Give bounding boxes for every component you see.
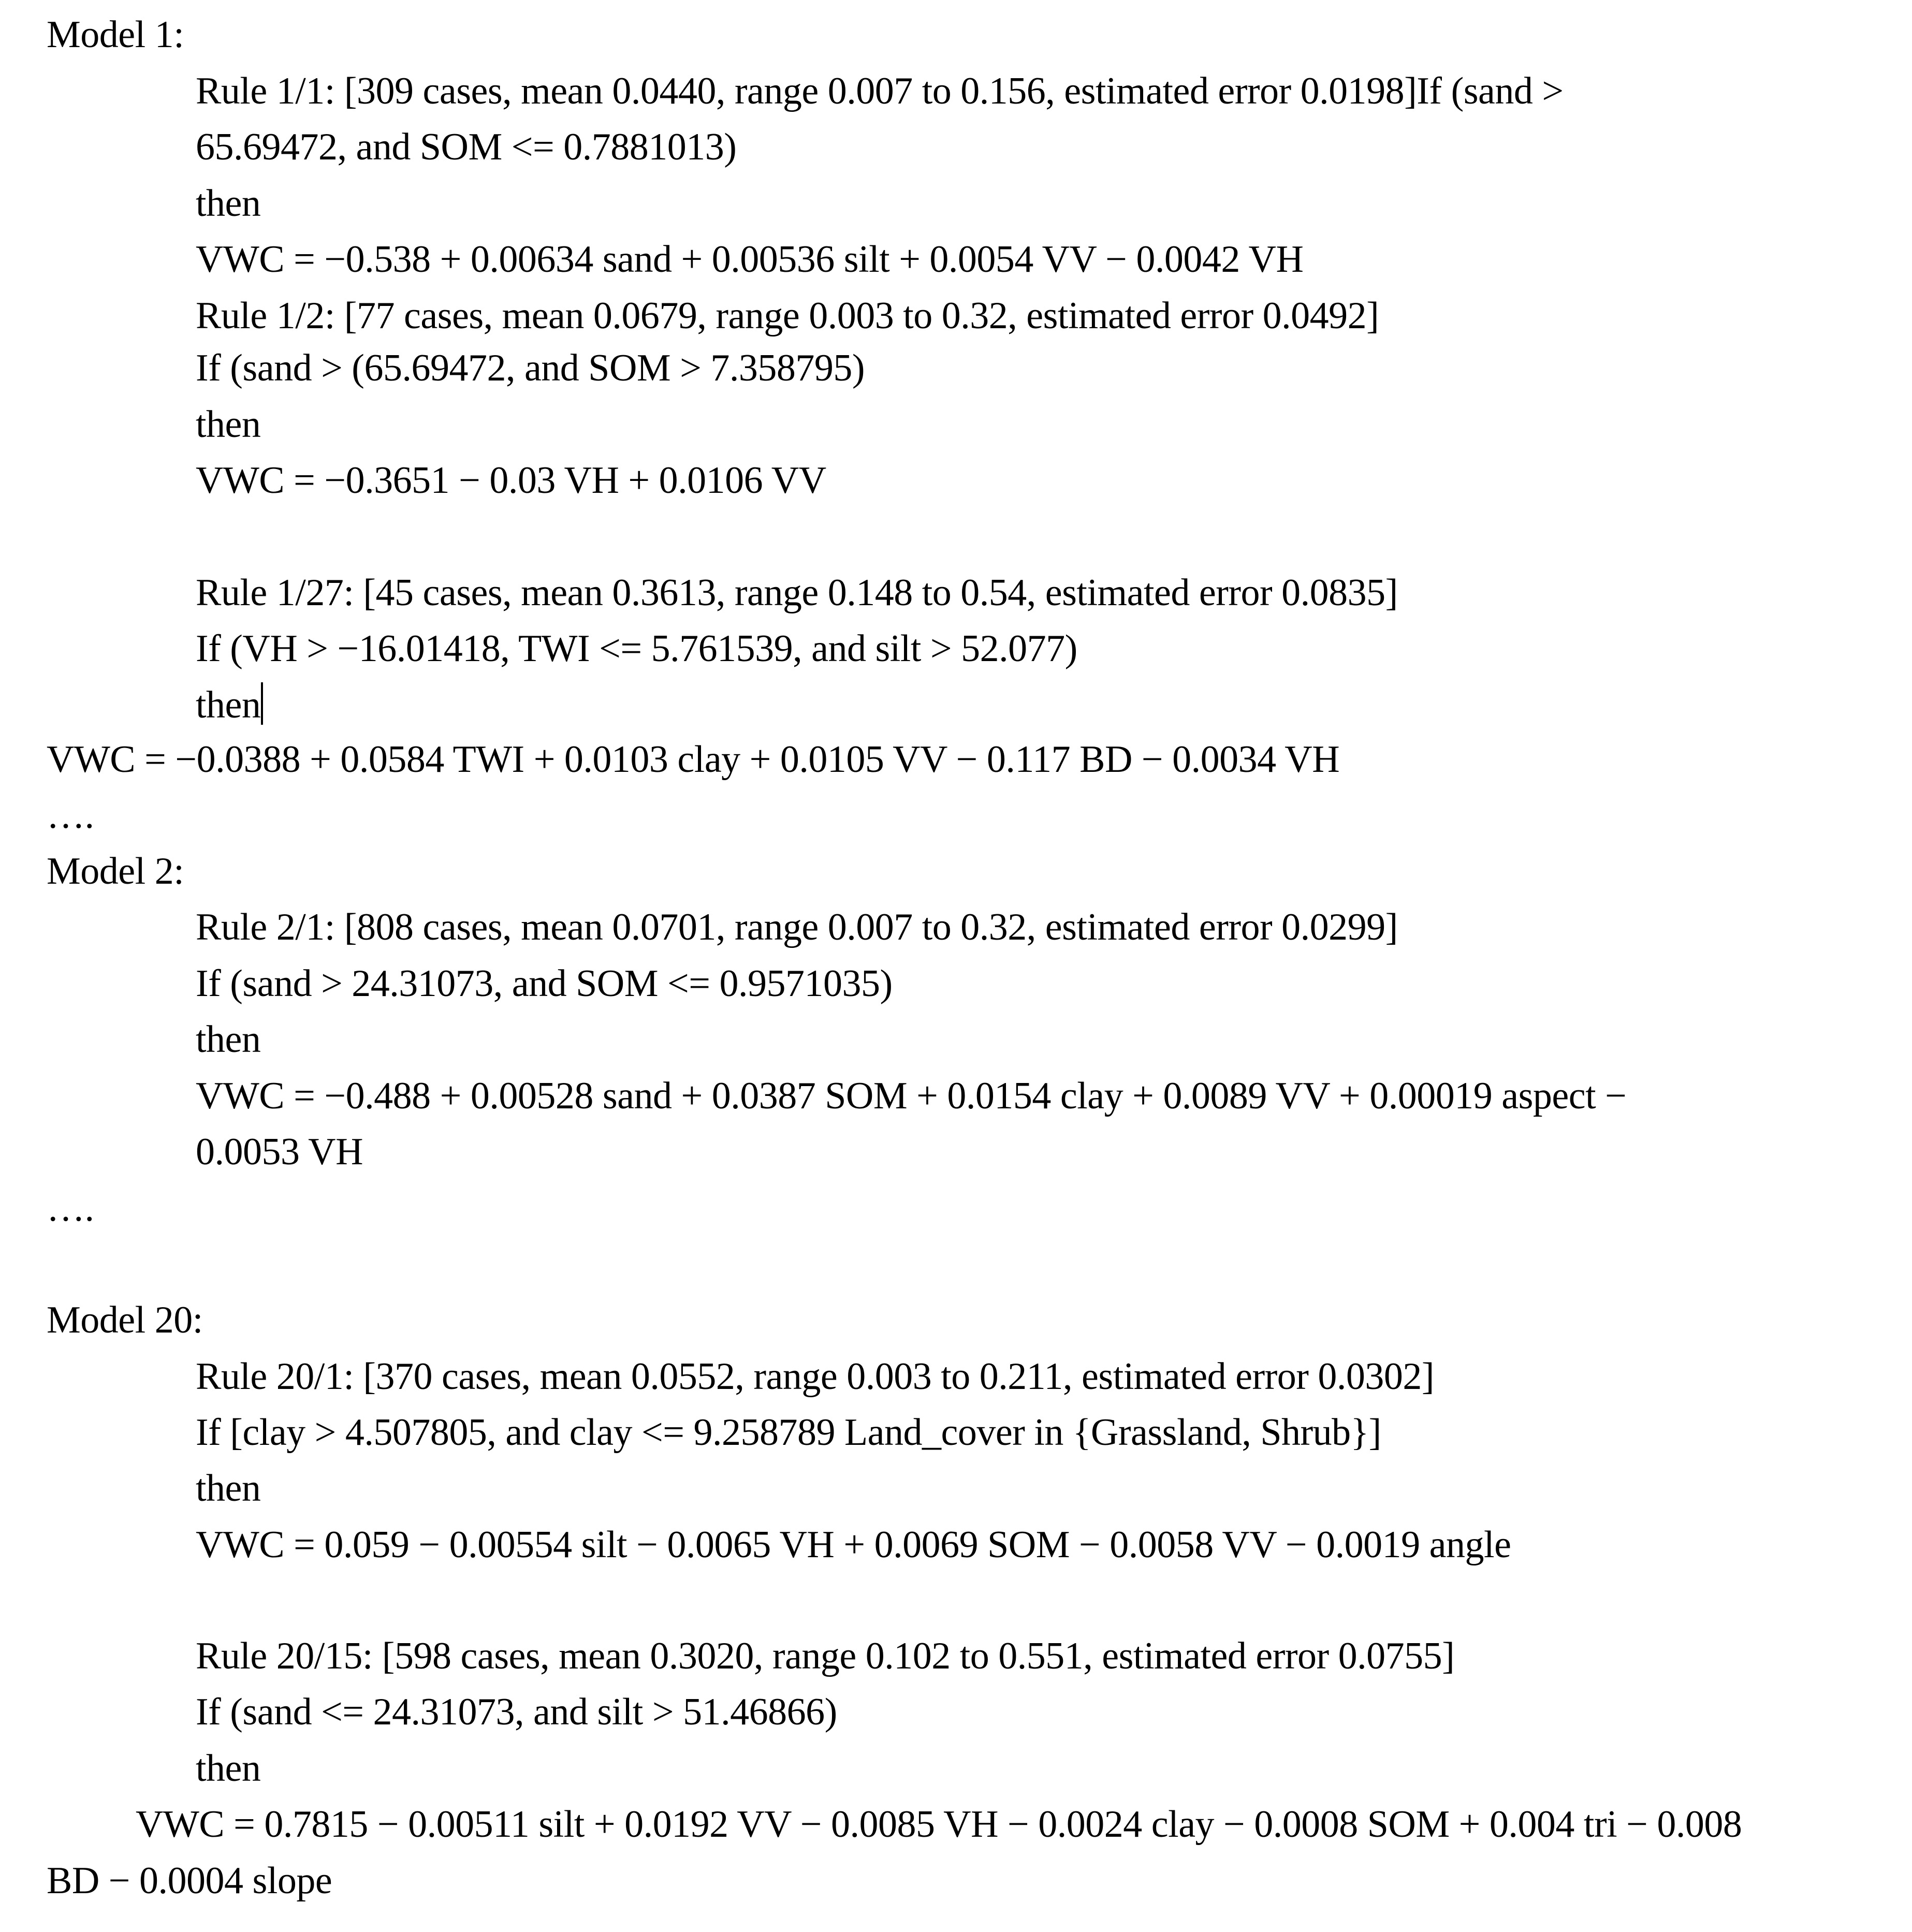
rule-1-2-condition: If (sand > (65.69472, and SOM > 7.358795) [196,347,865,389]
rule-20-15-equation-line1: VWC = 0.7815 − 0.00511 silt + 0.0192 VV − 0.0085 VH − 0.0024 clay − 0.0008 SOM + 0.004 tri − 0.008 [136,1803,1742,1846]
rule-1-27-condition: If (VH > −16.01418, TWI <= 5.761539, and silt > 52.077) [196,627,1077,670]
rule-20-1-then: then [196,1467,261,1510]
rule-1-1-then: then [196,182,261,225]
rule-2-1-then: then [196,1018,261,1061]
text-cursor [261,682,263,725]
model-20-heading: Model 20: [47,1299,203,1341]
model-2-ellipsis: …. [47,1187,94,1230]
rule-20-1-header: Rule 20/1: [370 cases, mean 0.0552, range 0.003 to 0.211, estimated error 0.0302] [196,1355,1435,1398]
rule-1-1-equation: VWC = −0.538 + 0.00634 sand + 0.00536 silt + 0.0054 VV − 0.0042 VH [196,238,1304,281]
model-2-heading: Model 2: [47,850,184,892]
rule-1-2-equation: VWC = −0.3651 − 0.03 VH + 0.0106 VV [196,459,826,502]
rule-1-27-then-line[interactable] [196,682,263,728]
rule-1-27-equation: VWC = −0.0388 + 0.0584 TWI + 0.0103 clay + 0.0105 VV − 0.117 BD − 0.0034 VH [47,738,1340,781]
rule-20-15-then: then [196,1747,261,1790]
rule-20-1-condition: If [clay > 4.507805, and clay <= 9.258789 Land_cover in {Grassland, Shrub}] [196,1411,1381,1454]
rule-1-27-then: then [196,684,261,726]
rule-2-1-header: Rule 2/1: [808 cases, mean 0.0701, range 0.007 to 0.32, estimated error 0.0299] [196,906,1398,948]
rule-20-15-condition: If (sand <= 24.31073, and silt > 51.46866) [196,1691,837,1733]
rule-1-1-header-line1: Rule 1/1: [309 cases, mean 0.0440, range 0.007 to 0.156, estimated error 0.0198]If (sand > [196,70,1564,112]
rule-20-1-equation: VWC = 0.059 − 0.00554 silt − 0.0065 VH + 0.0069 SOM − 0.0058 VV − 0.0019 angle [196,1524,1511,1566]
rule-1-1-header-line2: 65.69472, and SOM <= 0.7881013) [196,126,737,168]
model-1-heading: Model 1: [47,13,184,56]
rule-1-2-header: Rule 1/2: [77 cases, mean 0.0679, range 0.003 to 0.32, estimated error 0.0492] [196,295,1379,337]
rule-20-15-header: Rule 20/15: [598 cases, mean 0.3020, range 0.102 to 0.551, estimated error 0.0755] [196,1635,1455,1677]
rule-1-27-header: Rule 1/27: [45 cases, mean 0.3613, range 0.148 to 0.54, estimated error 0.0835] [196,572,1398,614]
rule-2-1-equation-line2: 0.0053 VH [196,1131,363,1173]
rule-2-1-condition: If (sand > 24.31073, and SOM <= 0.9571035) [196,962,893,1005]
rule-20-15-equation-line2: BD − 0.0004 slope [47,1860,332,1902]
rule-1-2-then: then [196,403,261,446]
rule-2-1-equation-line1: VWC = −0.488 + 0.00528 sand + 0.0387 SOM + 0.0154 clay + 0.0089 VV + 0.00019 aspect − [196,1075,1627,1117]
model-1-ellipsis: …. [47,794,94,837]
